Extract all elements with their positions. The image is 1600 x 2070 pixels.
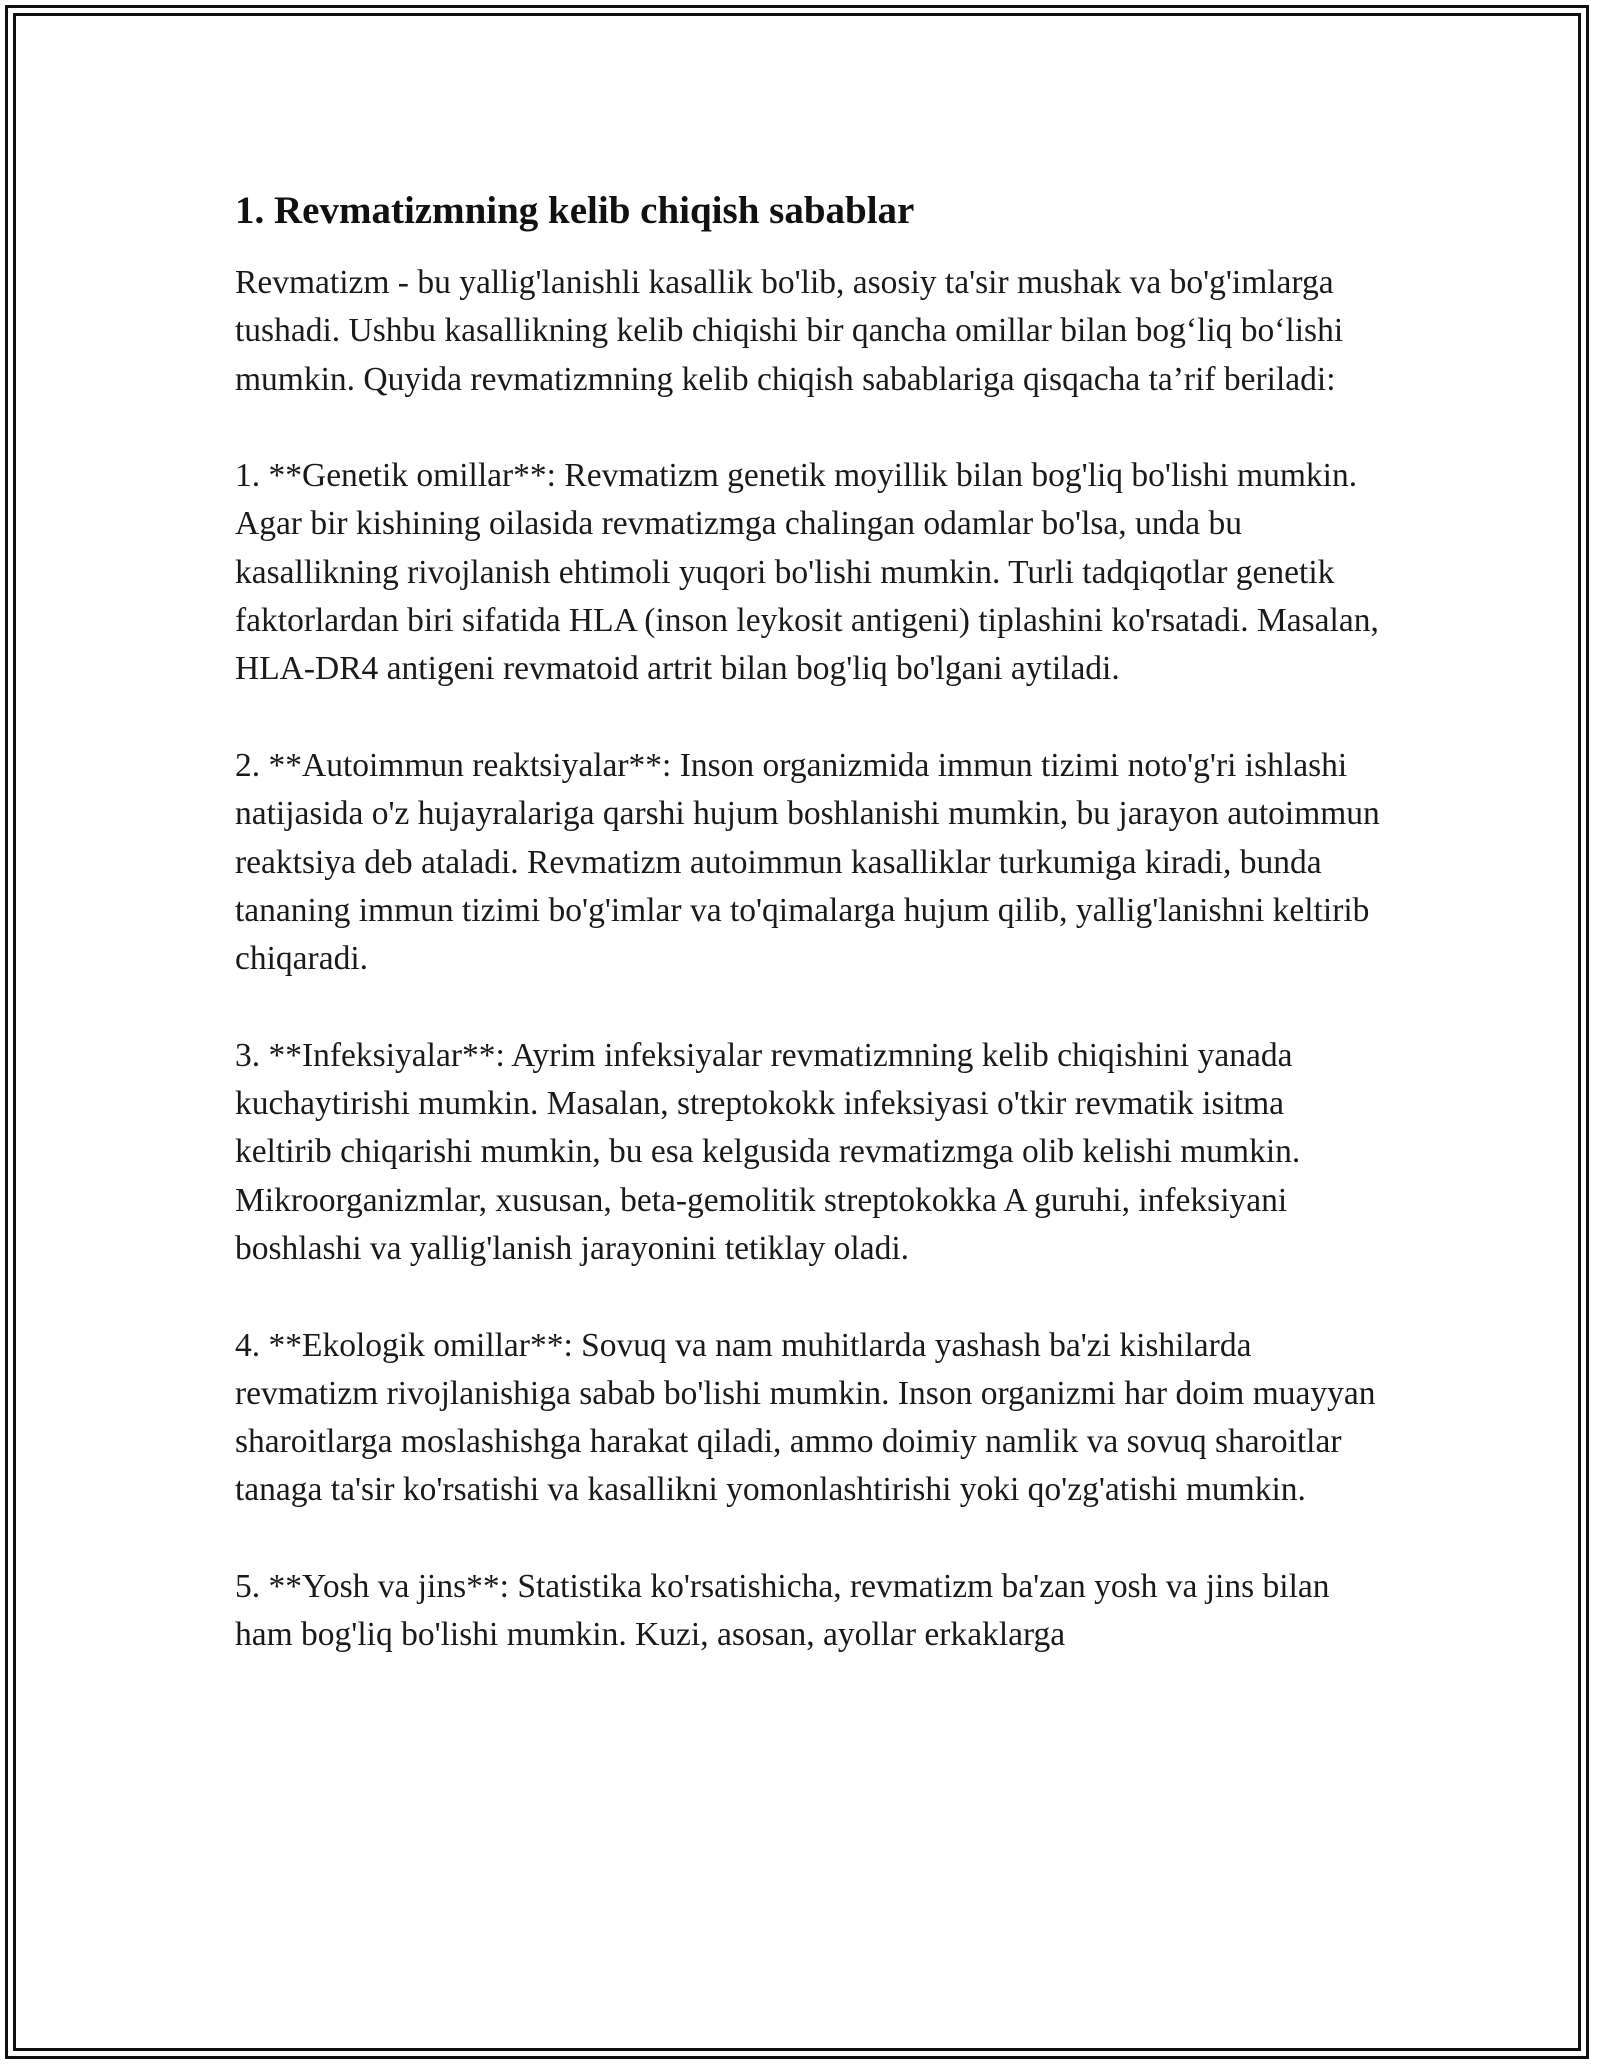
paragraph-autoimmune-reactions: 2. **Autoimmun reaktsiyalar**: Inson organizmida immun tizimi noto'g'ri ishlashi natijasida o'z hujayralariga qarshi hujum boshlanishi mumkin, bu jarayon autoimmun reaktsiya deb ataladi. Revmatizm autoimmun kasalliklar turkumiga kiradi, bunda tananing immun tizimi bo'g'imlar va to'qimalarga hujum qilib, yallig'lanishni keltirib chiqaradi. [235, 746, 1380, 978]
paragraph-age-and-sex: 5. **Yosh va jins**: Statistika ko'rsatishicha, revmatizm ba'zan yosh va jins bilan ham bog'liq bo'lishi mumkin. Kuzi, asosan, ayollar erkaklarga [235, 1568, 1330, 1654]
paragraph-ecological-factors: 4. **Ekologik omillar**: Sovuq va nam muhitlarda yashash ba'zi kishilarda revmatizm rivojlanishiga sabab bo'lishi mumkin. Inson organizmi har doim muayyan sharoitlarga moslashishga harakat qiladi, ammo doimiy namlik va sovuq sharoitlar tanaga ta'sir ko'rsatishi va kasallikni yomonlashtirishi yoki qo'zg'atishi mumkin. [235, 1326, 1376, 1509]
paragraph-genetic-factors: 1. **Genetik omillar**: Revmatizm genetik moyillik bilan bog'liq bo'lishi mumkin. Agar bir kishining oilasida revmatizmga chalingan odamlar bo'lsa, unda bu kasallikning rivojlanish ehtimoli yuqori bo'lishi mumkin. Turli tadqiqotlar genetik faktorlardan biri sifatida HLA (inson leykosit antigeni) tiplashini ko'rsatadi. Masalan, HLA-DR4 antigeni revmatoid artrit bilan bog'liq bo'lgani aytiladi. [235, 457, 1379, 688]
intro-paragraph: Revmatizm - bu yallig'lanishli kasallik bo'lib, asosiy ta'sir mushak va bo'g'imlarga tushadi. Ushbu kasallikning kelib chiqishi bir qancha omillar bilan bog‘liq bo‘lishi mumkin. Quyida revmatizmning kelib chiqish sabablariga qisqacha ta’rif beriladi: [235, 264, 1344, 398]
paragraph-infections: 3. **Infeksiyalar**: Ayrim infeksiyalar revmatizmning kelib chiqishini yanada kuchaytirishi mumkin. Masalan, streptokokk infeksiyasi o'tkir revmatik isitma keltirib chiqarishi mumkin, bu esa kelgusida revmatizmga olib kelishi mumkin. Mikroorganizmlar, xususan, beta-gemolitik streptokokka A guruhi, infeksiyani boshlashi va yallig'lanish jarayonini tetiklay oladi. [235, 1036, 1301, 1267]
document-body [235, 185, 1385, 1660]
section-heading: 1. Revmatizmning kelib chiqish sabablar [235, 189, 915, 232]
